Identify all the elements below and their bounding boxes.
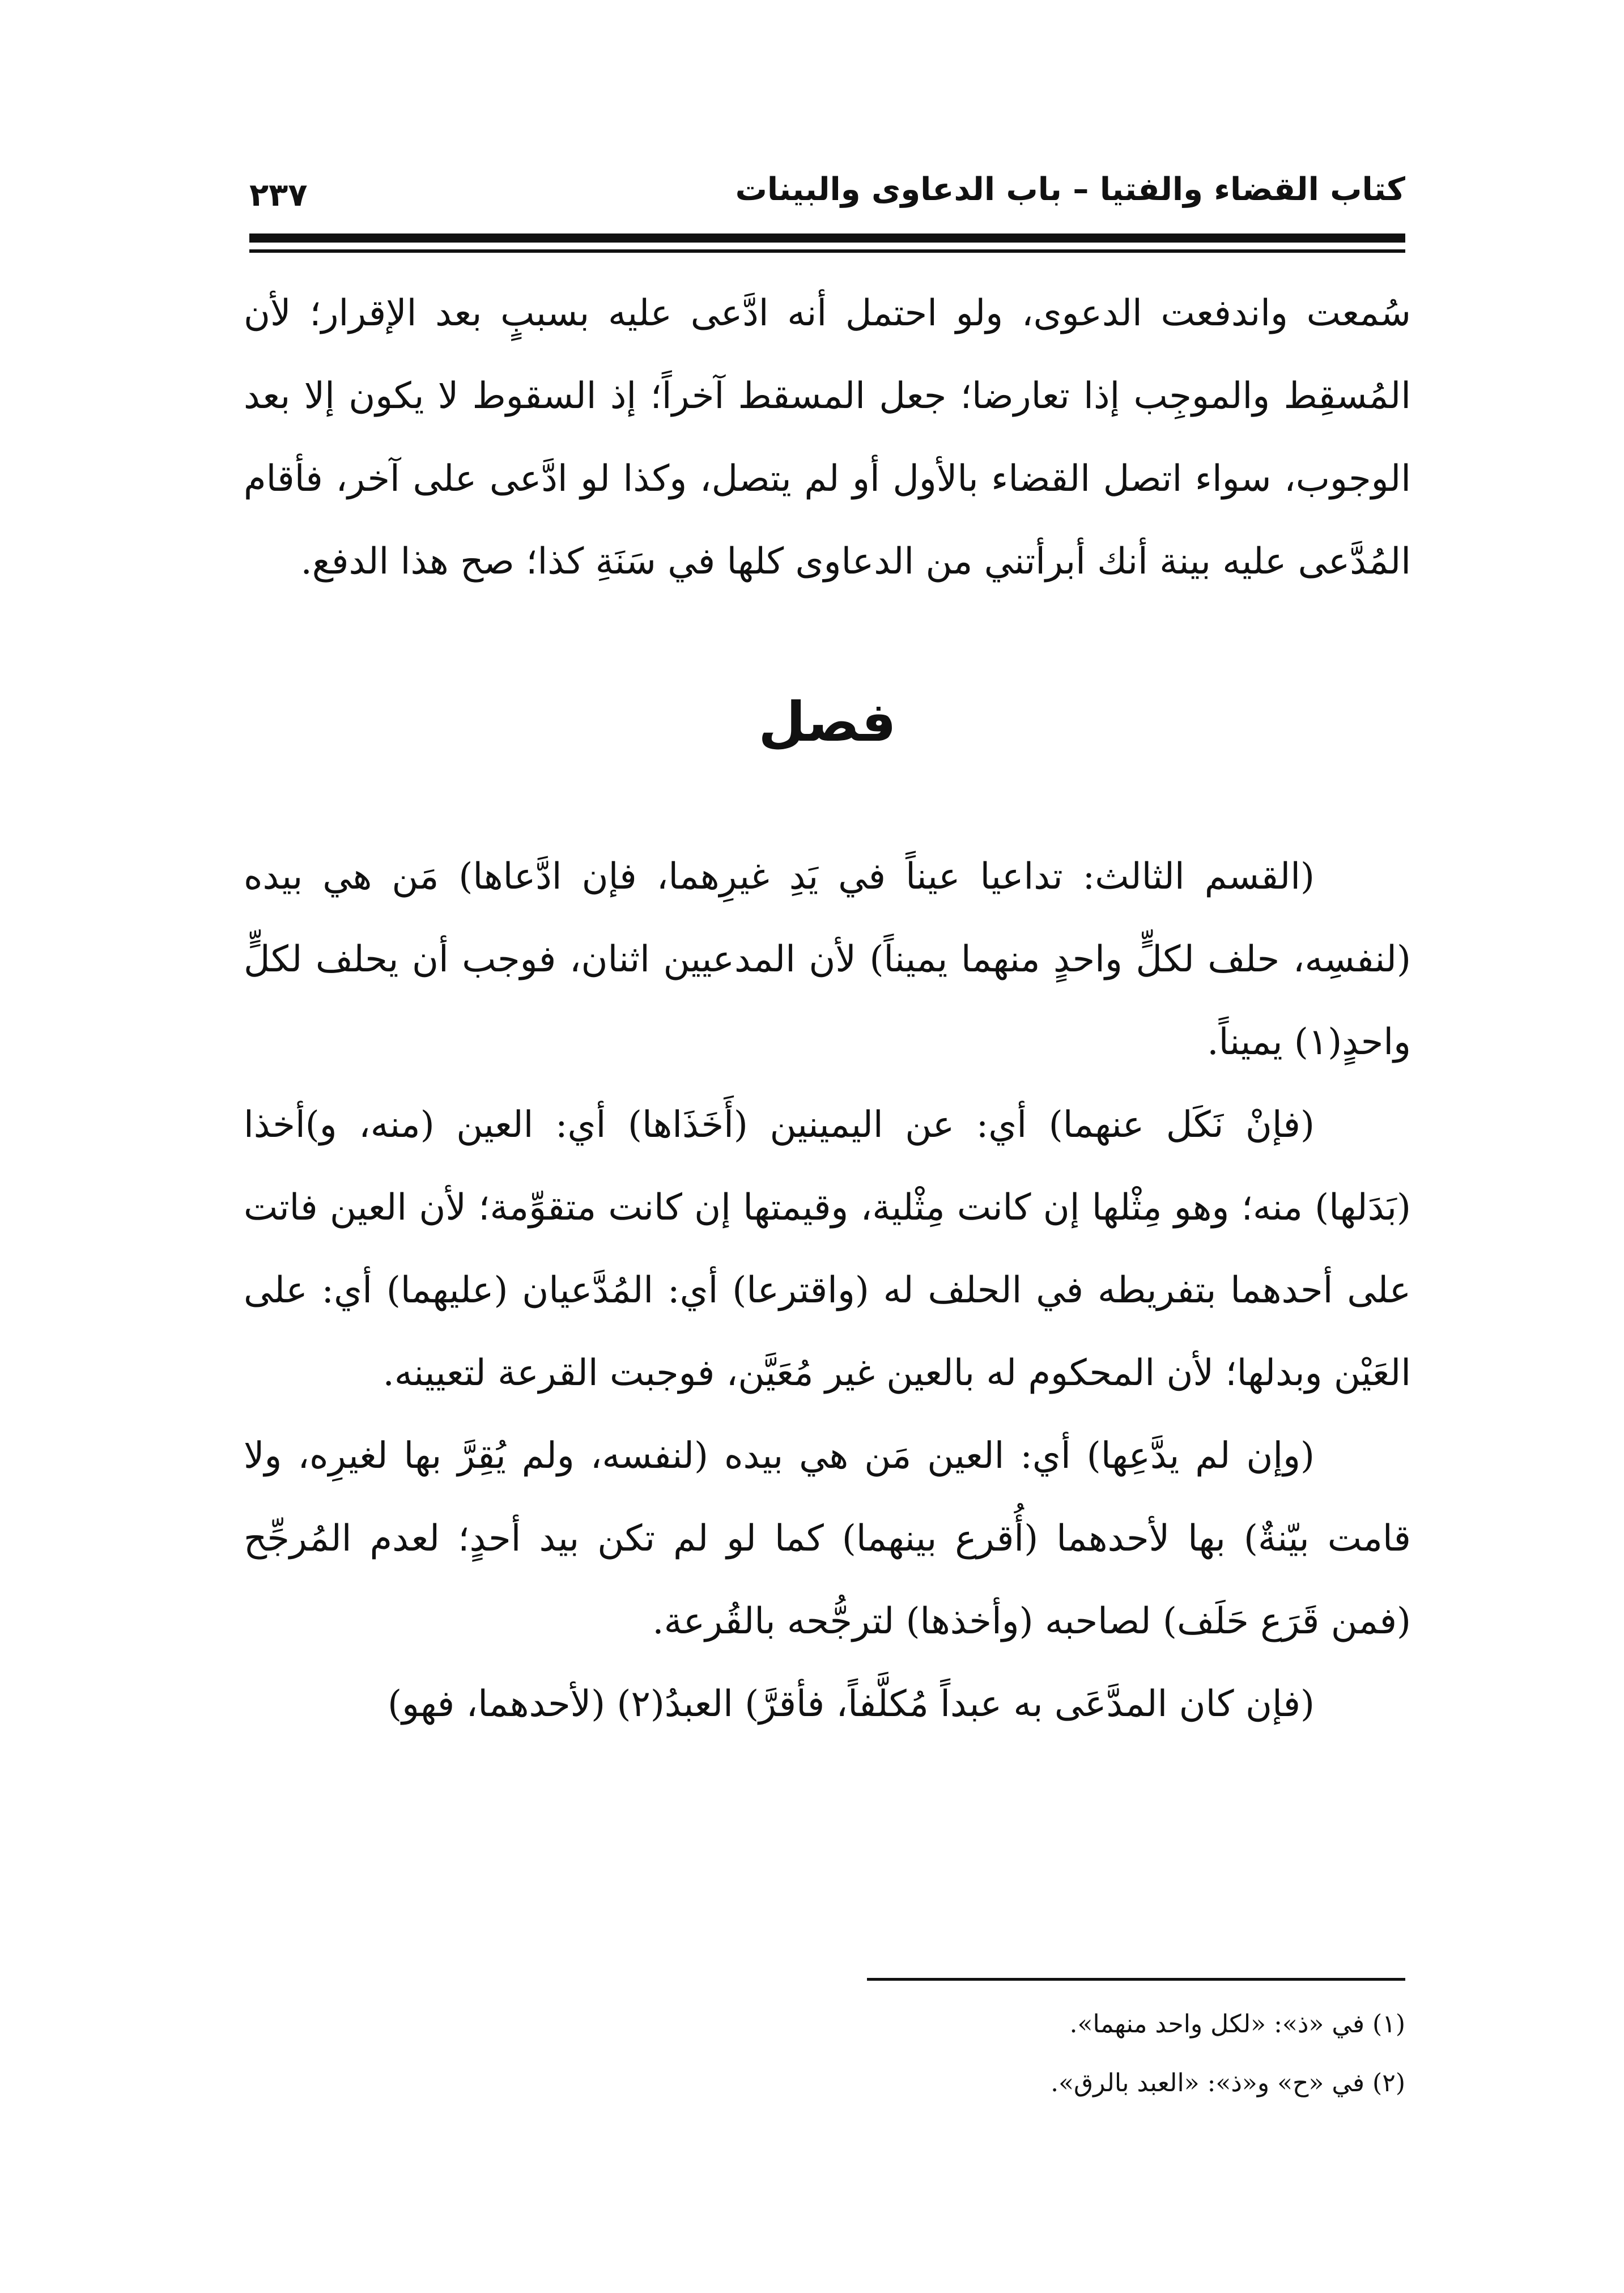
paragraph: (فإن كان المدَّعَى به عبداً مُكلَّفاً، فأقرَّ) العبدُ(٢) (لأحدهما، فهو) [388,1683,1315,1725]
page-number: ٢٣٧ [249,177,308,214]
footnote-separator [867,1978,1405,1981]
paragraph: (فإنْ نَكَل عنهما) أي: عن اليمينين (أَخَذَاها) أي: العين (منه، و)أخذا (بَدَلها) منه؛ وهو مِثْلها إن كانت مِثْلية، وقيمتها إن كانت متقوِّمة؛ لأن العين فاتت على أحدهما بتفريطه في الحلف له (واقترعا) أي: المُدَّعيان (عليهما) أي: على العَيْن وبدلها؛ لأن المحكوم له بالعين غير مُعَيَّن، فوجبت القرعة لتعيينه. [244,1104,1412,1394]
paragraph: (وإن لم يدَّعِها) أي: العين مَن هي بيده (لنفسه، ولم يُقِرَّ بها لغيرِه، ولا قامت بيّنةٌ) بها لأحدهما (أُقرع بينهما) كما لو لم تكن بيد أحدٍ؛ لعدم المُرجِّح (فمن قَرَع حَلَف) لصاحبه (وأخذها) لترجُّحه بالقُرعة. [244,1435,1412,1642]
footnote-2: (٢) في «ح» و«ذ»: «العبد بالرق». [1051,2069,1405,2097]
section-heading: فصل [758,690,896,754]
footnote-1: (١) في «ذ»: «لكل واحد منهما». [1069,2010,1405,2039]
paragraph: (القسم الثالث: تداعيا عيناً في يَدِ غيرِهما، فإن ادَّعاها) مَن هي بيده (لنفسِه، حلف لكلٍّ واحدٍ منهما يميناً) لأن المدعيين اثنان، فوجب أن يحلف لكلٍّ واحدٍ(١) يميناً. [244,856,1411,1063]
running-title: كتاب القضاء والفتيا – باب الدعاوى والبينات [735,171,1405,208]
header-rule-thick [249,233,1405,243]
main-text [244,272,1411,1746]
page-header [249,164,1405,215]
footnotes [244,1995,1405,2113]
paragraph-continuation: سُمعت واندفعت الدعوى، ولو احتمل أنه ادَّعى عليه بسببٍ بعد الإقرار؛ لأن المُسقِط والموجِب إذا تعارضا؛ جعل المسقط آخراً؛ إذ السقوط لا يكون إلا بعد الوجوب، سواء اتصل القضاء بالأول أو لم يتصل، وكذا لو ادَّعى على آخر، فأقام المُدَّعى عليه بينة أنك أبرأتني من الدعاوى كلها في سَنَةِ كذا؛ صح هذا الدفع. [244,292,1412,583]
header-rule-thin [249,249,1405,253]
